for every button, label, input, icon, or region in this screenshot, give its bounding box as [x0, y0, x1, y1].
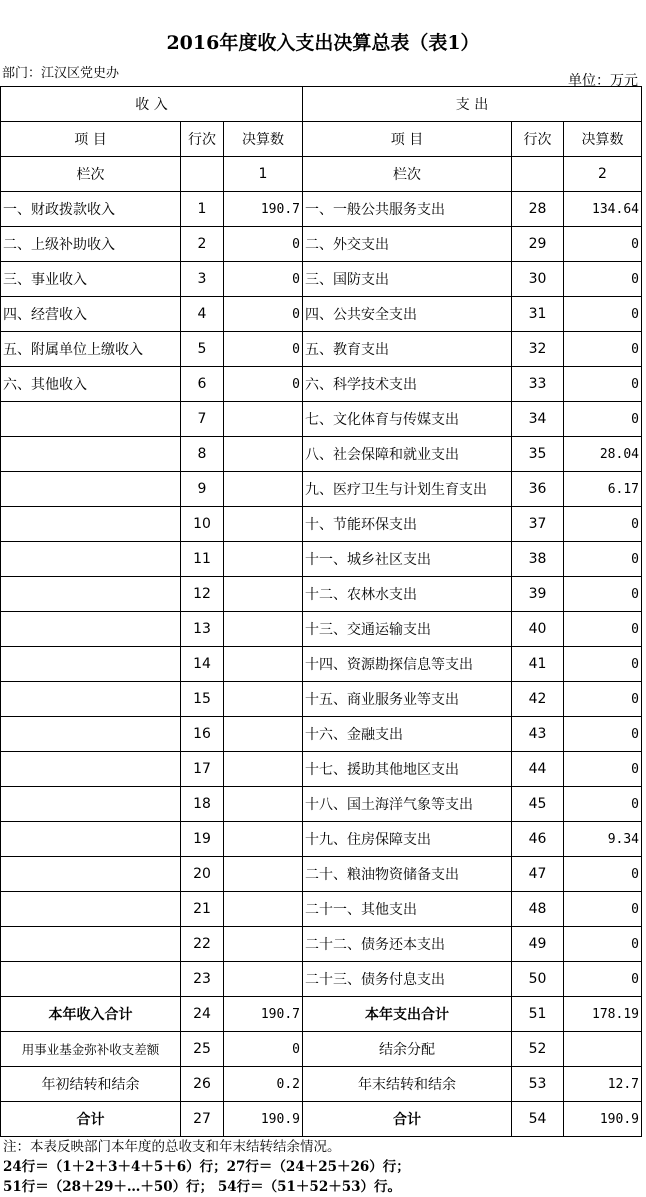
summary-expense-line: 51 — [512, 997, 564, 1032]
expense-item: 十九、住房保障支出 — [303, 822, 512, 857]
table-row — [1, 822, 642, 857]
expense-line: 29 — [512, 227, 564, 262]
summary-income-item: 年初结转和结余 — [1, 1067, 181, 1102]
income-column-label: 栏次 — [1, 157, 181, 192]
income-amount — [224, 647, 303, 682]
note-line: 51行＝（28＋29＋…＋50）行； 54行＝（51＋52＋53）行。 — [3, 1179, 401, 1195]
income-item — [1, 577, 181, 612]
expense-header: 支 出 — [303, 87, 642, 122]
expense-amount: 0 — [564, 752, 642, 787]
expense-item: 十二、农林水支出 — [303, 577, 512, 612]
income-item — [1, 962, 181, 997]
expense-amount: 0 — [564, 542, 642, 577]
expense-amount: 0 — [564, 332, 642, 367]
expense-amount: 0 — [564, 402, 642, 437]
summary-income-amount: 190.9 — [224, 1102, 303, 1137]
expense-line: 47 — [512, 857, 564, 892]
table-row — [1, 542, 642, 577]
table-row — [1, 962, 642, 997]
expense-amount: 0 — [564, 507, 642, 542]
income-line: 18 — [181, 787, 224, 822]
income-item — [1, 892, 181, 927]
summary-income-item: 用事业基金弥补收支差额 — [1, 1032, 181, 1067]
page-title: 2016年度收入支出决算总表（表1） — [166, 32, 480, 54]
income-item: 四、经营收入 — [1, 297, 181, 332]
expense-line: 31 — [512, 297, 564, 332]
income-amount: 190.7 — [224, 192, 303, 227]
income-line: 16 — [181, 717, 224, 752]
table-row — [1, 402, 642, 437]
expense-amount: 6.17 — [564, 472, 642, 507]
expense-line: 39 — [512, 577, 564, 612]
summary-expense-item: 结余分配 — [303, 1032, 512, 1067]
expense-amount: 0 — [564, 227, 642, 262]
summary-expense-item: 本年支出合计 — [303, 997, 512, 1032]
expense-amount: 134.64 — [564, 192, 642, 227]
expense-line: 43 — [512, 717, 564, 752]
summary-expense-item: 年末结转和结余 — [303, 1067, 512, 1102]
expense-line: 41 — [512, 647, 564, 682]
column-header-row — [1, 122, 642, 157]
summary-expense-line: 52 — [512, 1032, 564, 1067]
income-item: 二、上级补助收入 — [1, 227, 181, 262]
expense-line: 28 — [512, 192, 564, 227]
expense-amount: 0 — [564, 647, 642, 682]
income-item — [1, 857, 181, 892]
expense-item-header: 项 目 — [303, 122, 512, 157]
expense-item: 五、教育支出 — [303, 332, 512, 367]
expense-line: 42 — [512, 682, 564, 717]
income-line: 2 — [181, 227, 224, 262]
expense-line: 48 — [512, 892, 564, 927]
table-row — [1, 332, 642, 367]
income-item — [1, 542, 181, 577]
table-row — [1, 647, 642, 682]
note-line: 注：本表反映部门本年度的总收支和年末结转结余情况。 — [3, 1139, 341, 1155]
summary-income-line: 24 — [181, 997, 224, 1032]
expense-item: 七、文化体育与传媒支出 — [303, 402, 512, 437]
income-line: 9 — [181, 472, 224, 507]
summary-income-line: 27 — [181, 1102, 224, 1137]
income-item — [1, 472, 181, 507]
table-row — [1, 437, 642, 472]
table-row — [1, 367, 642, 402]
income-amount — [224, 857, 303, 892]
expense-line: 30 — [512, 262, 564, 297]
expense-amount: 0 — [564, 612, 642, 647]
table-row — [1, 227, 642, 262]
income-amount: 0 — [224, 227, 303, 262]
summary-row — [1, 1102, 642, 1137]
summary-expense-amount: 12.7 — [564, 1067, 642, 1102]
expense-line: 33 — [512, 367, 564, 402]
expense-amount: 0 — [564, 717, 642, 752]
table-row — [1, 787, 642, 822]
table-row — [1, 192, 642, 227]
expense-line-header: 行次 — [512, 122, 564, 157]
income-amount — [224, 402, 303, 437]
income-item: 三、事业收入 — [1, 262, 181, 297]
expense-line: 50 — [512, 962, 564, 997]
income-line: 14 — [181, 647, 224, 682]
income-item-header: 项 目 — [1, 122, 181, 157]
income-line: 4 — [181, 297, 224, 332]
income-header: 收 入 — [1, 87, 303, 122]
section-header-row — [1, 87, 642, 122]
expense-amount: 0 — [564, 962, 642, 997]
expense-item: 二十、粮油物资储备支出 — [303, 857, 512, 892]
summary-income-amount: 0.2 — [224, 1067, 303, 1102]
expense-amount: 0 — [564, 857, 642, 892]
summary-expense-amount — [564, 1032, 642, 1067]
income-column-number: 1 — [224, 157, 303, 192]
income-item — [1, 507, 181, 542]
expense-amount: 0 — [564, 367, 642, 402]
income-item — [1, 822, 181, 857]
income-amount — [224, 472, 303, 507]
income-line: 20 — [181, 857, 224, 892]
expense-amount: 9.34 — [564, 822, 642, 857]
table-row — [1, 297, 642, 332]
expense-line: 34 — [512, 402, 564, 437]
income-line: 10 — [181, 507, 224, 542]
income-line: 6 — [181, 367, 224, 402]
expense-amount: 0 — [564, 577, 642, 612]
expense-item: 十六、金融支出 — [303, 717, 512, 752]
expense-amount: 0 — [564, 297, 642, 332]
income-amount — [224, 787, 303, 822]
income-amount — [224, 542, 303, 577]
expense-item: 三、国防支出 — [303, 262, 512, 297]
expense-amount: 0 — [564, 787, 642, 822]
income-column-line-blank — [181, 157, 224, 192]
summary-expense-amount: 190.9 — [564, 1102, 642, 1137]
summary-expense-line: 53 — [512, 1067, 564, 1102]
expense-line: 37 — [512, 507, 564, 542]
expense-line: 49 — [512, 927, 564, 962]
expense-item: 四、公共安全支出 — [303, 297, 512, 332]
expense-column-label: 栏次 — [303, 157, 512, 192]
expense-item: 十一、城乡社区支出 — [303, 542, 512, 577]
income-amount — [224, 717, 303, 752]
expense-line: 32 — [512, 332, 564, 367]
table-row — [1, 717, 642, 752]
expense-line: 45 — [512, 787, 564, 822]
income-line: 23 — [181, 962, 224, 997]
table-row — [1, 927, 642, 962]
income-line: 8 — [181, 437, 224, 472]
summary-income-amount: 190.7 — [224, 997, 303, 1032]
expense-item: 六、科学技术支出 — [303, 367, 512, 402]
income-amount — [224, 892, 303, 927]
income-amount — [224, 437, 303, 472]
income-line: 17 — [181, 752, 224, 787]
expense-item: 二十三、债务付息支出 — [303, 962, 512, 997]
income-item — [1, 682, 181, 717]
table-row — [1, 262, 642, 297]
income-item — [1, 927, 181, 962]
income-item — [1, 752, 181, 787]
expense-line: 36 — [512, 472, 564, 507]
summary-income-amount: 0 — [224, 1032, 303, 1067]
income-amount — [224, 752, 303, 787]
income-line: 21 — [181, 892, 224, 927]
expense-item: 九、医疗卫生与计划生育支出 — [303, 472, 512, 507]
income-item: 六、其他收入 — [1, 367, 181, 402]
summary-row — [1, 997, 642, 1032]
income-amount — [224, 507, 303, 542]
department-label: 部门：江汉区党史办 — [2, 66, 120, 81]
expense-column-line-blank — [512, 157, 564, 192]
income-line: 11 — [181, 542, 224, 577]
income-amount-header: 决算数 — [224, 122, 303, 157]
income-amount — [224, 962, 303, 997]
income-amount: 0 — [224, 367, 303, 402]
income-line: 1 — [181, 192, 224, 227]
expense-item: 十、节能环保支出 — [303, 507, 512, 542]
summary-row — [1, 1032, 642, 1067]
expense-column-number: 2 — [564, 157, 642, 192]
table-row — [1, 892, 642, 927]
expense-amount: 28.04 — [564, 437, 642, 472]
income-item — [1, 437, 181, 472]
income-line: 12 — [181, 577, 224, 612]
table-row — [1, 857, 642, 892]
income-line: 7 — [181, 402, 224, 437]
expense-line: 46 — [512, 822, 564, 857]
income-line: 22 — [181, 927, 224, 962]
table-row — [1, 752, 642, 787]
income-amount — [224, 822, 303, 857]
expense-item: 八、社会保障和就业支出 — [303, 437, 512, 472]
income-amount — [224, 577, 303, 612]
summary-income-line: 26 — [181, 1067, 224, 1102]
summary-income-item: 合计 — [1, 1102, 181, 1137]
summary-expense-item: 合计 — [303, 1102, 512, 1137]
expense-amount: 0 — [564, 892, 642, 927]
notes — [3, 1137, 410, 1197]
expense-item: 二十二、债务还本支出 — [303, 927, 512, 962]
note-line: 24行＝（1＋2＋3＋4＋5＋6）行；27行＝（24＋25＋26）行； — [3, 1159, 410, 1175]
expense-amount-header: 决算数 — [564, 122, 642, 157]
summary-expense-line: 54 — [512, 1102, 564, 1137]
summary-row — [1, 1067, 642, 1102]
income-item — [1, 402, 181, 437]
expense-item: 一、一般公共服务支出 — [303, 192, 512, 227]
income-amount — [224, 612, 303, 647]
table-row — [1, 507, 642, 542]
expense-amount: 0 — [564, 262, 642, 297]
summary-income-item: 本年收入合计 — [1, 997, 181, 1032]
summary-expense-amount: 178.19 — [564, 997, 642, 1032]
income-line: 5 — [181, 332, 224, 367]
income-amount — [224, 927, 303, 962]
income-item: 一、财政拨款收入 — [1, 192, 181, 227]
income-item — [1, 612, 181, 647]
expense-item: 十四、资源勘探信息等支出 — [303, 647, 512, 682]
expense-line: 40 — [512, 612, 564, 647]
table-row — [1, 577, 642, 612]
expense-line: 38 — [512, 542, 564, 577]
expense-item: 二、外交支出 — [303, 227, 512, 262]
expense-item: 十七、援助其他地区支出 — [303, 752, 512, 787]
income-line: 13 — [181, 612, 224, 647]
expense-item: 二十一、其他支出 — [303, 892, 512, 927]
income-line-header: 行次 — [181, 122, 224, 157]
income-item — [1, 787, 181, 822]
expense-line: 35 — [512, 437, 564, 472]
expense-item: 十五、商业服务业等支出 — [303, 682, 512, 717]
expense-item: 十八、国土海洋气象等支出 — [303, 787, 512, 822]
budget-table — [0, 86, 642, 1137]
column-number-row — [1, 157, 642, 192]
income-line: 15 — [181, 682, 224, 717]
income-line: 3 — [181, 262, 224, 297]
income-item — [1, 717, 181, 752]
income-amount: 0 — [224, 332, 303, 367]
table-row — [1, 472, 642, 507]
expense-line: 44 — [512, 752, 564, 787]
income-item: 五、附属单位上缴收入 — [1, 332, 181, 367]
expense-amount: 0 — [564, 682, 642, 717]
income-amount: 0 — [224, 262, 303, 297]
expense-amount: 0 — [564, 927, 642, 962]
table-body — [1, 87, 642, 1137]
summary-income-line: 25 — [181, 1032, 224, 1067]
income-line: 19 — [181, 822, 224, 857]
unit-label: 单位：万元 — [568, 73, 638, 89]
income-item — [1, 647, 181, 682]
table-row — [1, 682, 642, 717]
table-row — [1, 612, 642, 647]
expense-item: 十三、交通运输支出 — [303, 612, 512, 647]
income-amount: 0 — [224, 297, 303, 332]
income-amount — [224, 682, 303, 717]
